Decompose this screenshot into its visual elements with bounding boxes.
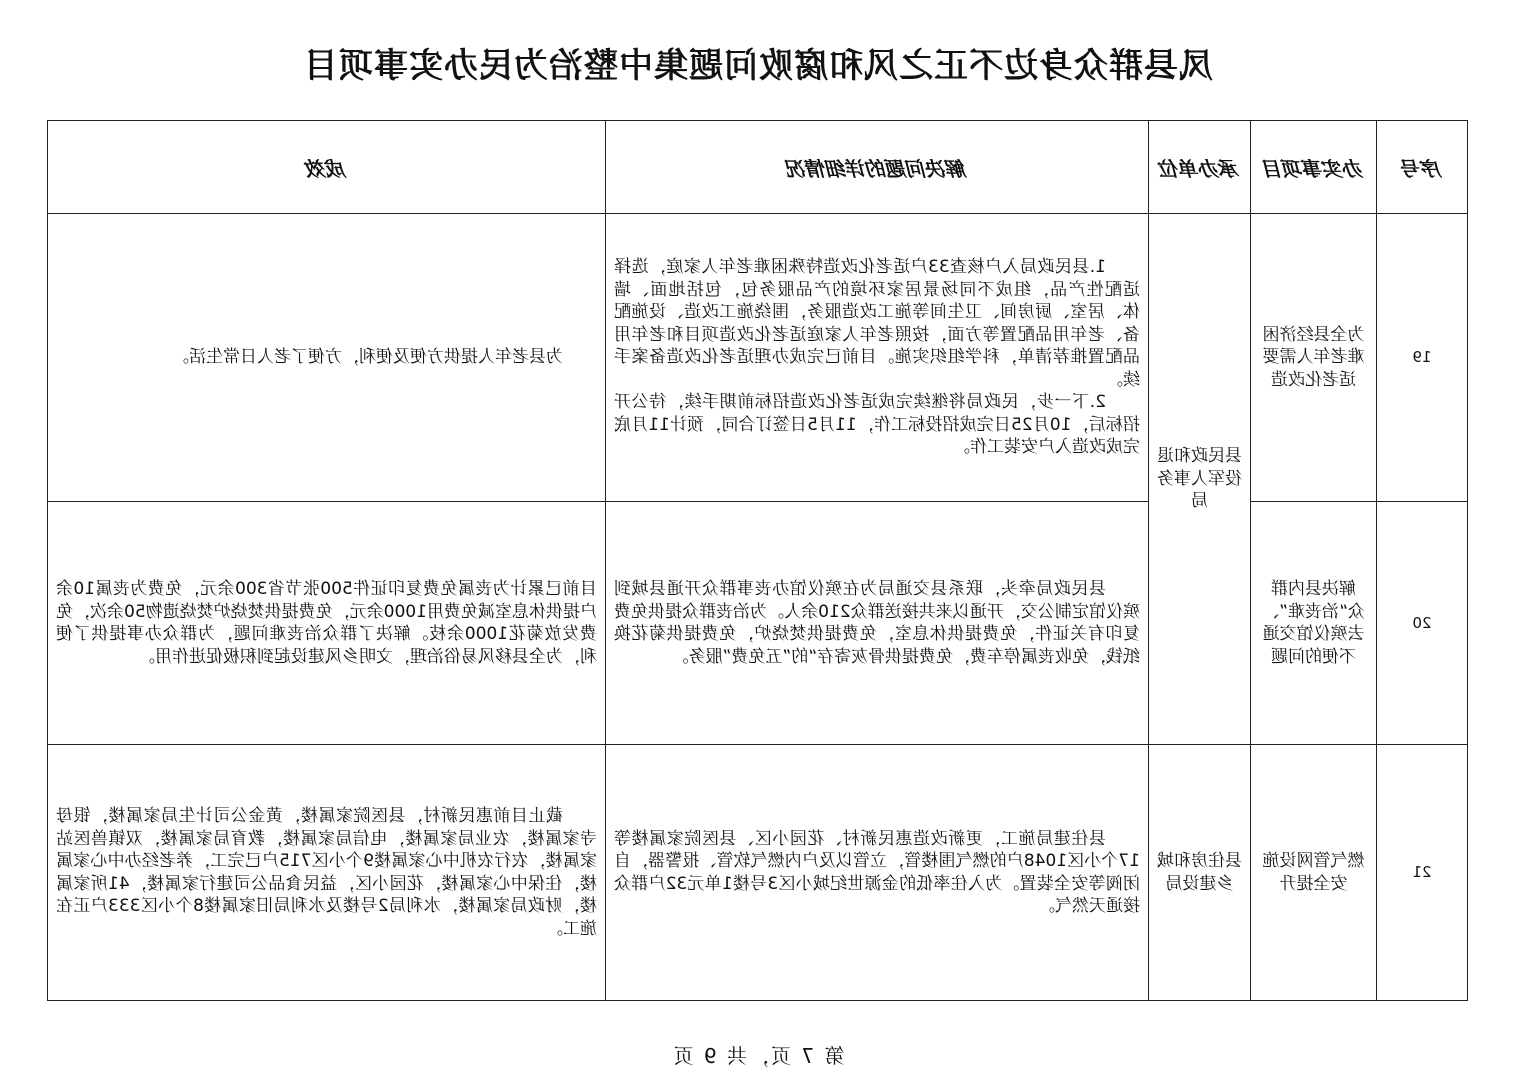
row-project: 解决县内群众“治丧难”、去殡仪馆交通不便的问题 (1251, 502, 1377, 745)
effect-paragraph: 目前已累计为丧属免费复印证件500张节省300余元，免费为丧属10余户提供休息室减免费用1000余元，免费提供焚烧炉焚烧遗物50余次，免费发放菊花1000余枝。解决了群众治丧难问题，为群众办事提供了便利，为全县移风易俗治理，文明乡风建设起到积极促进作用。 (56, 579, 597, 667)
header-num: 序号 (1377, 121, 1468, 214)
row-effect (48, 214, 606, 502)
header-project: 办实事项目 (1251, 121, 1377, 214)
document-title: 凤县群众身边不正之风和腐败问题集中整治为民办实事项目 (303, 46, 1213, 86)
detail-paragraph: 县住建局施工，更新改造惠民新村、花园小区、县医院家属楼等17个小区1048户的燃气围楼管，立管以及户内燃气软管、报警器，自闭阀等安全装置。为入住率低的金源世纪城小区3号楼1单元32户群众接通天然气。 (614, 828, 1140, 916)
page-footer: 第 7 页，共 9 页 (671, 1044, 845, 1068)
table-row (48, 745, 1468, 1001)
effect-paragraph: 为县老年人提供方便及便利，方便了老人日常生活。 (172, 347, 563, 368)
row-detail (606, 214, 1149, 502)
row-project: 燃气管网设施安全提升 (1251, 745, 1377, 1001)
effect-paragraph: 截止目前惠民新村，县医院家属楼，黄金公司计生局家属楼，银母寺家属楼，农业局家属楼，电信局家属楼，教育局家属楼，双镇兽医站家属楼，农行农机中心家属楼9个小区715户已完工，养老经办中心家属楼，住保中心家属楼，花园小区，益民食品公司建行家属楼，41所家属楼，财政局家属楼，水利局2号楼及水利局旧家属楼8个小区333户正在施工。 (56, 806, 597, 939)
header-effect: 成效 (48, 121, 606, 214)
row-effect (48, 745, 606, 1001)
row-detail (606, 502, 1149, 745)
row-num: 20 (1377, 502, 1468, 745)
row-num: 19 (1377, 214, 1468, 502)
row-unit: 县住房和城乡建设局 (1149, 745, 1251, 1001)
row-unit: 县民政和退役军人事务局 (1149, 214, 1251, 745)
table-row (48, 502, 1468, 745)
row-num: 21 (1377, 745, 1468, 1001)
row-project: 为全县经济困难老年人需要适老化改造 (1251, 214, 1377, 502)
detail-paragraph: 县民政局牵头，联系县交通局为在殡仪馆办丧事群众开通县城到殡仪馆定制公交，开通以来共接送群众210余人。为治丧群众提供免费复印有关证件，免费提供休息室，免费提供焚烧炉，免费提供菊花换纸钱，免收丧属停车费，免费提供骨灰寄存“的”五免费”服务。 (614, 579, 1140, 667)
row-effect (48, 502, 606, 745)
header-detail: 解决问题的详细情况 (606, 121, 1149, 214)
row-detail (606, 745, 1149, 1001)
tasks-table (47, 120, 1468, 1001)
table-header-row (48, 121, 1468, 214)
header-unit: 承办单位 (1149, 121, 1251, 214)
table-row (48, 214, 1468, 502)
detail-paragraph: 2.下一步，民政局将继续完成适老化改造招标前期手续，待公开招标后，10月25日完成招投标工作，11月5日签订合同，预计11月底完成改造入户安装工作。 (614, 392, 1140, 458)
detail-paragraph: 1.县民政局入户核查33户适老化改造特殊困难老年人家庭，选择适配性产品，组成不同场景居家环境的产品服务包，包括地面、墙体、居室、厨房间、卫生间等施工改造服务，围绕施工改造、设施配备、老年用品配置等方面，按照老年人家庭适老化改造项目和老年用品配置推荐清单，科学组织实施。目前已完成办理适老化改造备案手续。 (614, 257, 1140, 390)
